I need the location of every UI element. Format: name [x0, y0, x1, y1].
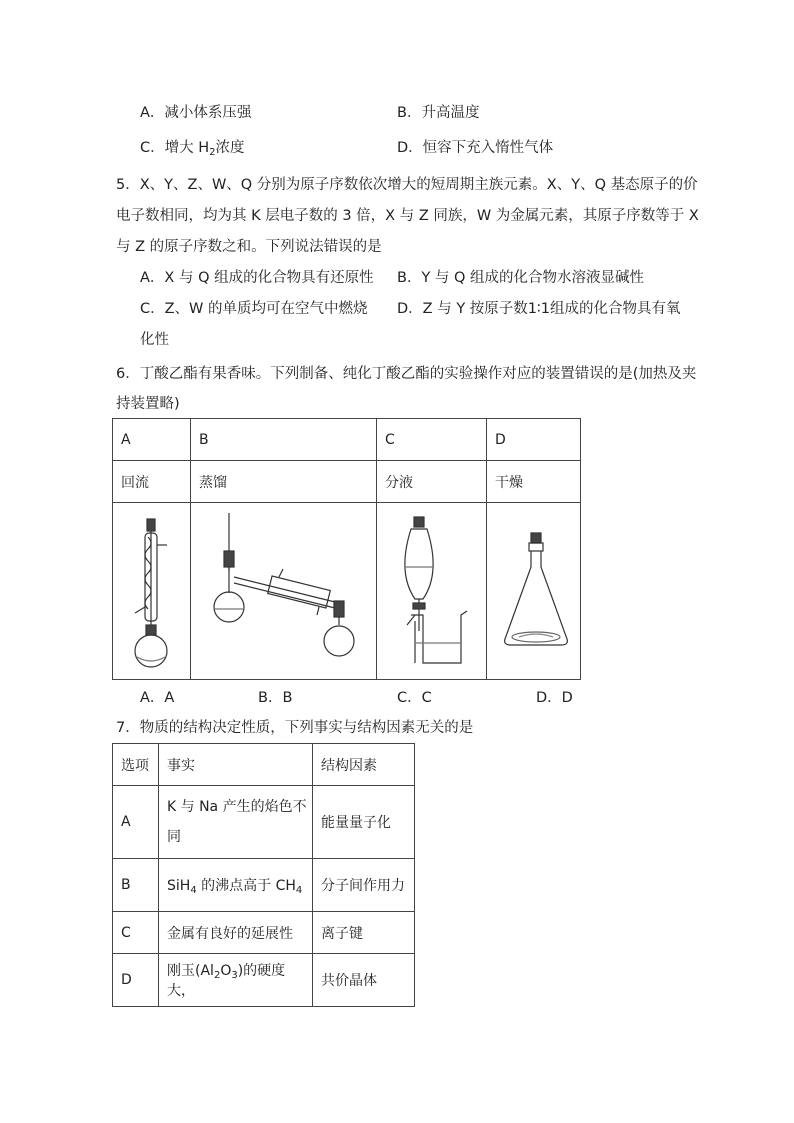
q6-header-b: B [191, 419, 377, 461]
q7-header-option: 选项 [113, 744, 159, 786]
q7-stem: 7．物质的结构决定性质，下列事实与结构因素无关的是 [116, 720, 474, 736]
q7-table [112, 743, 415, 1007]
reflux-apparatus-image [113, 503, 191, 680]
drying-flask-image [487, 503, 581, 680]
q6-answer-d: D．D [536, 690, 573, 706]
q7-row-a-fact [159, 786, 313, 859]
ch4-subscript: 4 [295, 885, 303, 896]
q4-option-b: B．升高温度 [397, 105, 480, 121]
reflux-condenser-icon [121, 503, 190, 679]
q5-option-c: C．Z、W 的单质均可在空气中燃烧 [140, 301, 368, 317]
oxygen-symbol: O [220, 963, 232, 979]
table-row [113, 954, 415, 1007]
q6-header-c: C [377, 419, 487, 461]
q6-apparatus-table [112, 418, 581, 680]
table-row [113, 859, 415, 912]
q7-row-b-fact-text: 的沸点高于 [196, 878, 276, 894]
q6-header-d: D [487, 419, 581, 461]
al2o3-formula: (Al [195, 963, 214, 979]
q6-stem-line1: 6．丁酸乙酯有果香味。下列制备、纯化丁酸乙酯的实验操作对应的装置错误的是(加热及夹 [116, 366, 697, 382]
q7-row-b-fact [159, 859, 313, 912]
sih4-formula: SiH [167, 878, 191, 894]
q6-operation-distill: 蒸馏 [191, 461, 377, 503]
o-subscript: 3 [231, 970, 238, 981]
q6-answer-c: C．C [397, 690, 432, 706]
q7-row-a-fact-line1: K 与 Na 产生的焰色不 [167, 799, 307, 815]
q7-row-d-factor: 共价晶体 [313, 954, 415, 1007]
q6-answer-b: B．B [258, 690, 293, 706]
q7-row-a-option: A [113, 786, 159, 859]
q4-option-a: A．减小体系压强 [140, 105, 252, 121]
q7-row-b-factor: 分子间作用力 [313, 859, 415, 912]
q6-header-a: A [113, 419, 191, 461]
al-subscript: 2 [213, 970, 221, 981]
separatory-funnel-image [377, 503, 487, 680]
distillation-apparatus-image [191, 503, 377, 680]
q6-operation-dry: 干燥 [487, 461, 581, 503]
q7-header-fact: 事实 [159, 744, 313, 786]
q6-stem-line2: 持装置略) [116, 396, 180, 412]
table-row [113, 912, 415, 954]
separatory-funnel-icon [385, 503, 486, 679]
q7-row-c-fact: 金属有良好的延展性 [159, 912, 313, 954]
q7-row-d-option: D [113, 954, 159, 1007]
q7-row-c-factor: 离子键 [313, 912, 415, 954]
q7-row-a-factor: 能量量子化 [313, 786, 415, 859]
conical-flask-icon [495, 503, 580, 679]
q7-row-d-fact-text: 刚玉 [167, 963, 195, 979]
q7-row-a-fact-line2: 同 [167, 829, 181, 845]
q5-stem-line2: 电子数相同，均为其 K 层电子数的 3 倍，X 与 Z 同族，W 为金属元素，其原子序数等于 X [116, 208, 699, 224]
q6-operation-separate: 分液 [377, 461, 487, 503]
q7-row-d-fact [159, 954, 313, 1007]
q5-option-d-continued: 化性 [140, 332, 169, 348]
q5-option-a: A．X 与 Q 组成的化合物具有还原性 [140, 270, 374, 286]
distillation-setup-icon [199, 503, 376, 679]
q5-option-d: D．Z 与 Y 按原子数1∶1组成的化合物具有氧 [397, 301, 681, 317]
ch4-formula: CH [275, 878, 296, 894]
q5-stem-line3: 与 Z 的原子序数之和。下列说法错误的是 [116, 239, 382, 255]
q4-option-c: C．增大 $H_2$浓度 [140, 140, 245, 158]
q7-row-c-option: C [113, 912, 159, 954]
q5-stem-line1: 5．X、Y、Z、W、Q 分别为原子序数依次增大的短周期主族元素。X、Y、Q 基态原子的价 [116, 177, 698, 193]
q7-row-d-fact-tail: )的硬度大， [167, 963, 286, 999]
q6-answer-a: A．A [140, 690, 175, 706]
table-row [113, 786, 415, 859]
sih4-subscript: 4 [190, 885, 197, 896]
q7-header-factor: 结构因素 [313, 744, 415, 786]
q7-row-b-option: B [113, 859, 159, 912]
q4-option-d: D．恒容下充入惰性气体 [397, 140, 554, 156]
q6-operation-reflux: 回流 [113, 461, 191, 503]
q5-option-b: B．Y 与 Q 组成的化合物水溶液显碱性 [397, 270, 645, 286]
